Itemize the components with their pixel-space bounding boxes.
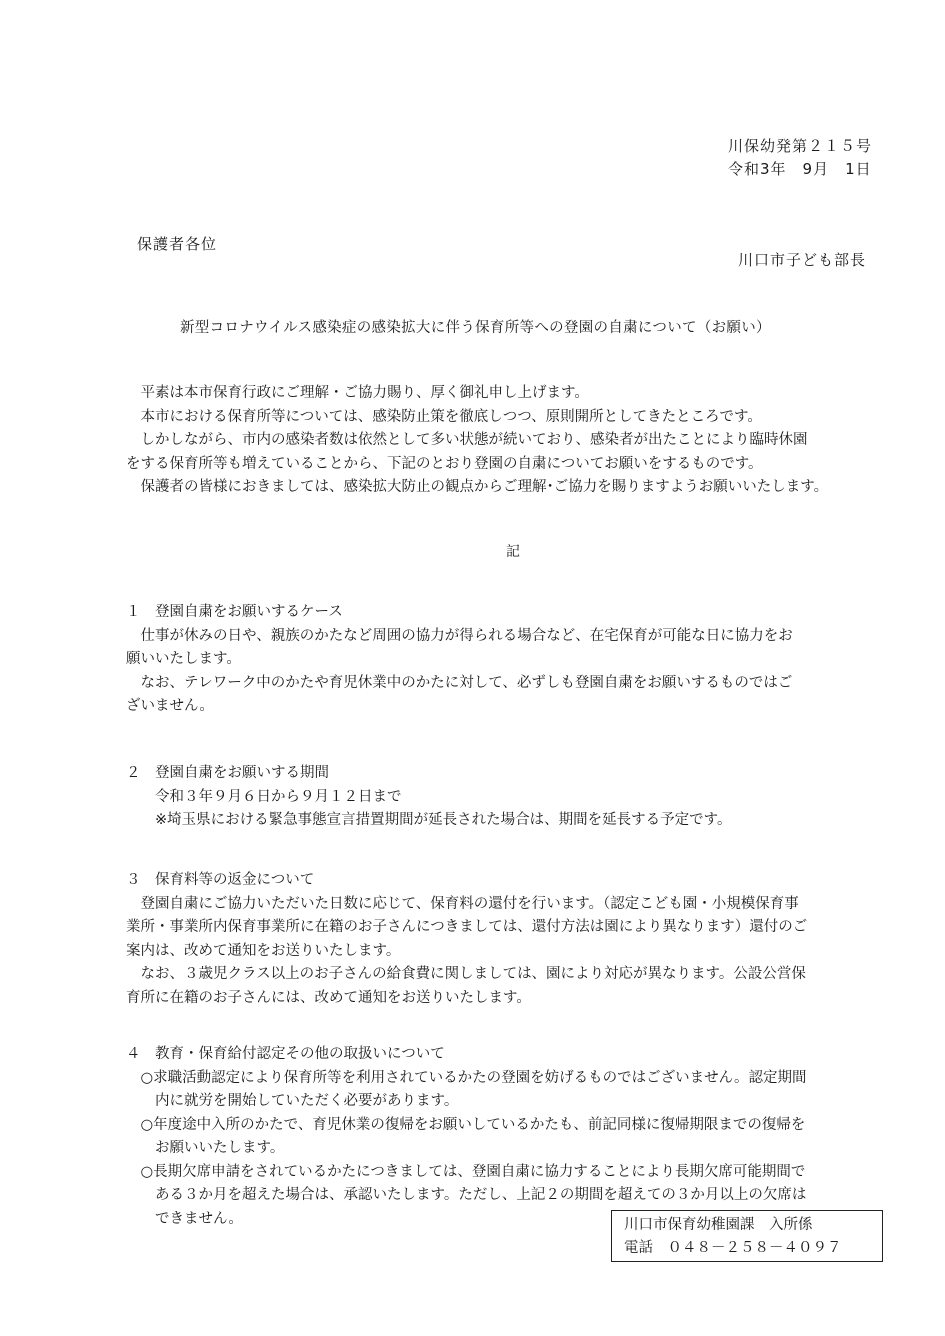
ki-heading: 記 xyxy=(506,544,520,560)
document-date: 令和3年 9月 1日 xyxy=(728,160,872,178)
intro-paragraph xyxy=(126,382,828,500)
reference-number: 川保幼発第２１５号 xyxy=(728,137,873,155)
section-heading: ３ 保育料等の返金について xyxy=(126,872,315,888)
section-heading: ４ 教育・保育給付認定その他の取扱いについて xyxy=(126,1046,445,1062)
section-1 xyxy=(126,601,793,719)
contact-phone: 電話 ０４８－２５８－４０９７ xyxy=(624,1240,842,1256)
reference-block xyxy=(728,135,872,181)
contact-box xyxy=(611,1210,883,1262)
section-3 xyxy=(126,869,807,1010)
section-line: ○年度途中入所のかたで、育児休業の復帰をお願いしているかたも、前記同様に復帰期限までの復帰を xyxy=(126,1116,806,1133)
section-line: ※埼玉県における緊急事態宣言措置期間が延長された場合は、期間を延長する予定です。 xyxy=(126,812,732,828)
intro-line: しかしながら、市内の感染者数は依然として多い状態が続いており、感染者が出たことにより臨時休園 xyxy=(126,432,808,448)
section-4 xyxy=(126,1043,807,1231)
intro-line: 平素は本市保育行政にご理解・ご協力賜り、厚く御礼申し上げます。 xyxy=(126,385,589,401)
section-line: 登園自粛にご協力いただいた日数に応じて、保育料の還付を行います。（認定こども園・小規模保育事 xyxy=(126,895,799,912)
section-line: ○求職活動認定により保育所等を利用されているかたの登園を妨げるものではございません。認定期間 xyxy=(126,1069,807,1086)
section-line: 案内は、改めて通知をお送りいたします。 xyxy=(126,942,401,959)
section-line: 仕事が休みの日や、親族のかたなど周囲の協力が得られる場合など、在宅保育が可能な日に協力をお xyxy=(126,627,793,644)
section-line: できません。 xyxy=(126,1210,243,1227)
intro-line: をする保育所等も増えていることから、下記のとおり登園の自粛についてお願いをするものです。 xyxy=(126,455,763,472)
section-line: 業所・事業所内保育事業所に在籍のお子さんにつきましては、還付方法は園により異なります）還付のご xyxy=(126,919,808,935)
contact-department: 川口市保育幼稚園課 入所係 xyxy=(624,1217,813,1233)
section-line: なお、テレワーク中のかたや育児休業中のかたに対して、必ずしも登園自粛をお願いするものではご xyxy=(126,674,793,691)
addressee: 保護者各位 xyxy=(137,235,218,253)
section-line: 内に就労を開始していただく必要があります。 xyxy=(126,1093,459,1109)
section-heading: １ 登園自粛をお願いするケース xyxy=(126,604,343,620)
section-line: ○長期欠席申請をされているかたにつきましては、登園自粛に協力することにより長期欠席可能期間で xyxy=(126,1163,806,1180)
intro-line: 本市における保育所等については、感染防止策を徹底しつつ、原則開所としてきたところです。 xyxy=(126,408,762,425)
section-line: 令和３年９月６日から９月１２日まで xyxy=(126,788,402,805)
section-line: なお、３歳児クラス以上のお子さんの給食費に関しましては、園により対応が異なります。公設公営保 xyxy=(126,966,806,982)
sender: 川口市子ども部長 xyxy=(738,251,867,269)
section-2 xyxy=(126,762,732,833)
section-line: ざいません。 xyxy=(126,698,214,714)
section-line: 願いいたします。 xyxy=(126,651,241,667)
document-title: 新型コロナウイルス感染症の感染拡大に伴う保育所等への登園の自粛について（お願い） xyxy=(180,320,771,336)
section-line: ある３か月を超えた場合は、承認いたします。ただし、上記２の期間を超えての３か月以上の欠席は xyxy=(126,1187,807,1203)
intro-line: 保護者の皆様におきましては、感染拡大防止の観点からご理解･ご協力を賜りますようお願いいたします。 xyxy=(126,479,829,495)
section-heading: ２ 登園自粛をお願いする期間 xyxy=(126,765,329,781)
section-line: 育所に在籍のお子さんには、改めて通知をお送りいたします。 xyxy=(126,989,531,1006)
section-line: お願いいたします。 xyxy=(126,1140,285,1156)
